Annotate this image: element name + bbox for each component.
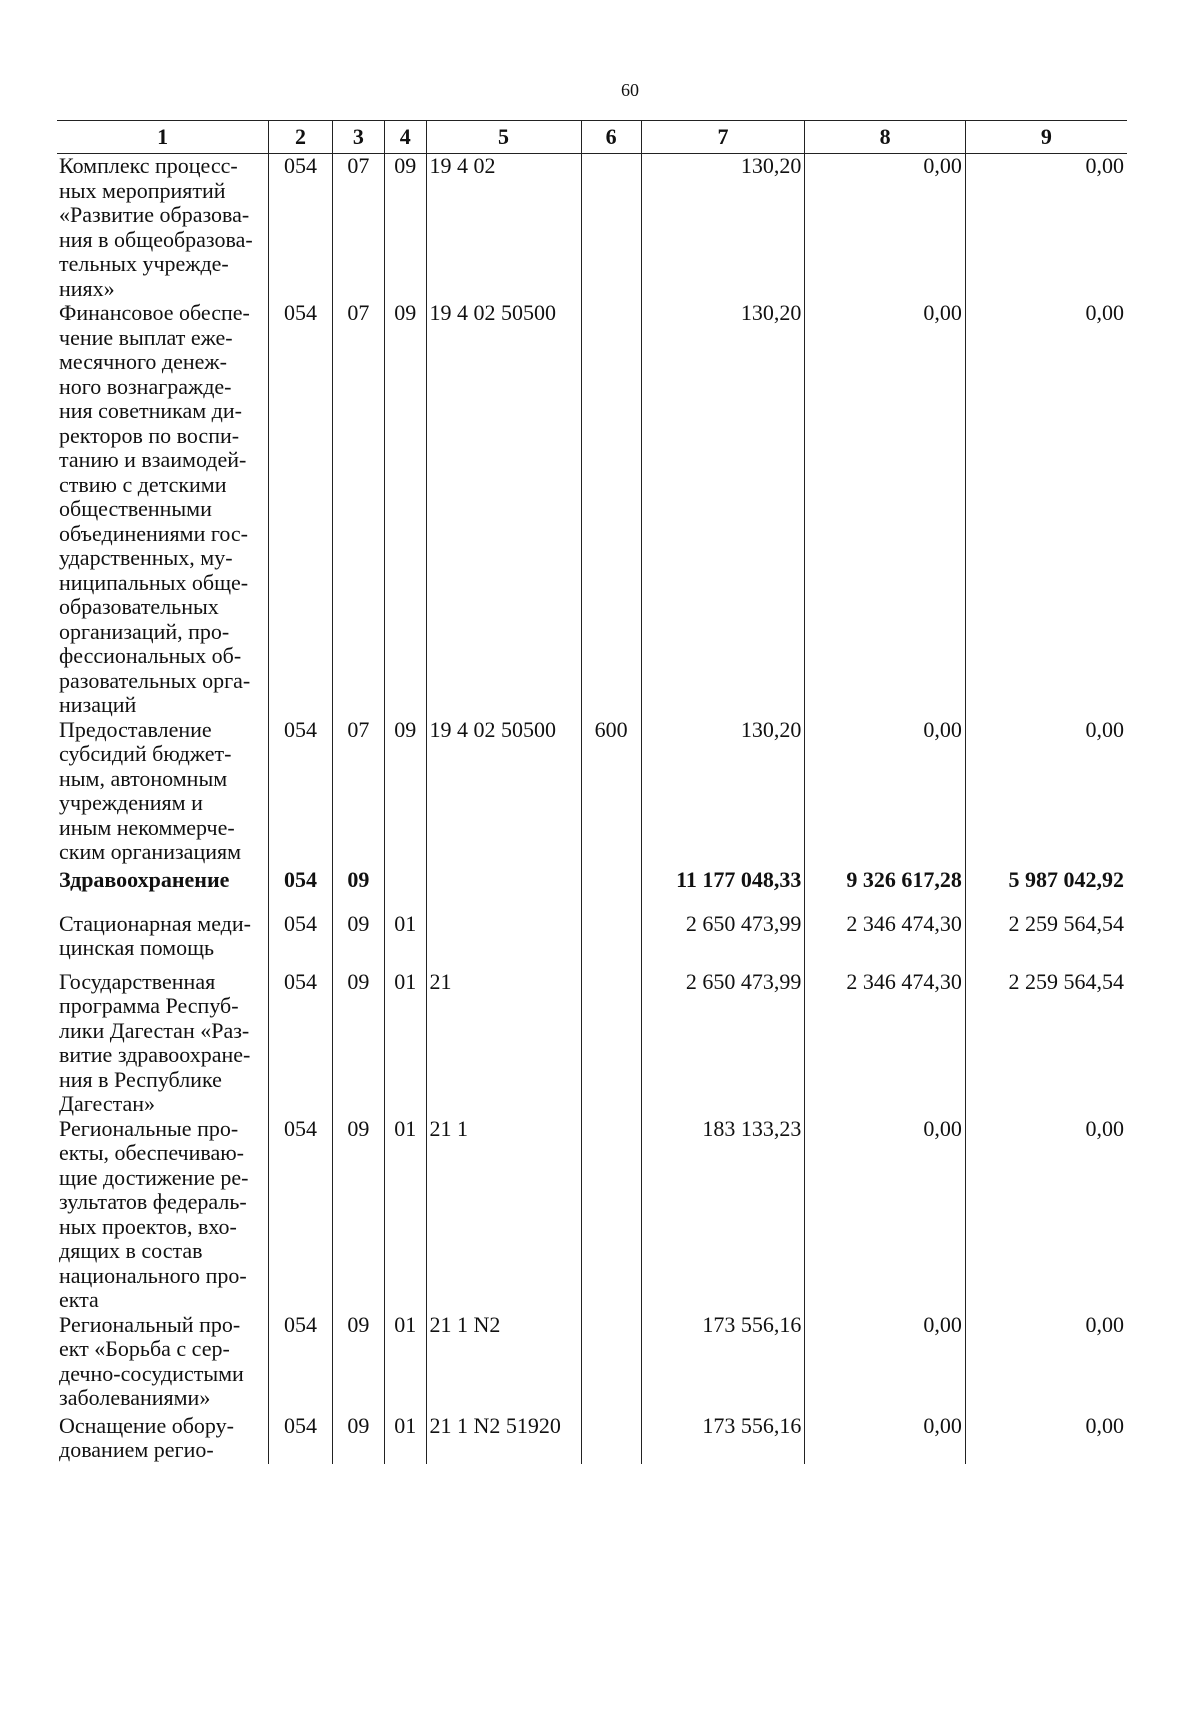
target-article-cell: 21 bbox=[426, 970, 581, 1117]
admin-code-cell: 054 bbox=[269, 1117, 332, 1313]
admin-code-cell: 054 bbox=[269, 868, 332, 912]
expense-type-cell: 600 bbox=[581, 718, 641, 868]
expense-type-cell bbox=[581, 868, 641, 912]
expense-type-cell bbox=[581, 1117, 641, 1313]
amount-col7-cell: 2 650 473,99 bbox=[641, 970, 805, 1117]
budget-table bbox=[57, 120, 1127, 1464]
amount-col9-cell: 2 259 564,54 bbox=[965, 912, 1127, 970]
section-code-cell: 07 bbox=[332, 718, 384, 868]
amount-col9-cell: 0,00 bbox=[965, 718, 1127, 868]
subsection-code-cell: 01 bbox=[385, 912, 426, 970]
table-row bbox=[57, 970, 1127, 1117]
admin-code-cell: 054 bbox=[269, 718, 332, 868]
expense-type-cell bbox=[581, 912, 641, 970]
section-code-cell: 09 bbox=[332, 1313, 384, 1414]
amount-col7-cell: 130,20 bbox=[641, 718, 805, 868]
section-code-cell: 09 bbox=[332, 970, 384, 1117]
column-header: 8 bbox=[805, 121, 966, 154]
admin-code-cell: 054 bbox=[269, 1313, 332, 1414]
table-row bbox=[57, 1313, 1127, 1414]
amount-col8-cell: 9 326 617,28 bbox=[805, 868, 966, 912]
amount-col7-cell: 130,20 bbox=[641, 154, 805, 302]
table-row bbox=[57, 1414, 1127, 1464]
section-code-cell: 09 bbox=[332, 1414, 384, 1464]
admin-code-cell: 054 bbox=[269, 301, 332, 718]
table-row bbox=[57, 1117, 1127, 1313]
table-row bbox=[57, 912, 1127, 970]
amount-col8-cell: 0,00 bbox=[805, 718, 966, 868]
page-number: 60 bbox=[621, 80, 639, 100]
amount-col7-cell: 173 556,16 bbox=[641, 1414, 805, 1464]
row-name-cell: Государственная программа Респуб- лики Дагестан «Раз- витие здравоохране- ния в Республике Дагестан» bbox=[59, 968, 251, 1116]
target-article-cell: 19 4 02 50500 bbox=[426, 718, 581, 868]
expense-type-cell bbox=[581, 301, 641, 718]
row-name-cell: Стационарная меди- цинская помощь bbox=[59, 910, 251, 960]
table-row bbox=[57, 718, 1127, 868]
amount-col9-cell: 0,00 bbox=[965, 154, 1127, 302]
row-name-cell: Предоставление субсидий бюджет- ным, автономным учреждениям и иным некоммерче- ским организациям bbox=[59, 716, 242, 864]
column-header: 9 bbox=[965, 121, 1127, 154]
table-row bbox=[57, 868, 1127, 912]
column-header: 6 bbox=[581, 121, 641, 154]
admin-code-cell: 054 bbox=[269, 912, 332, 970]
subsection-code-cell: 09 bbox=[385, 718, 426, 868]
column-header: 1 bbox=[57, 121, 269, 154]
table-body bbox=[57, 154, 1127, 1464]
amount-col7-cell: 173 556,16 bbox=[641, 1313, 805, 1414]
target-article-cell bbox=[426, 912, 581, 970]
column-header: 7 bbox=[641, 121, 805, 154]
subsection-code-cell: 09 bbox=[385, 301, 426, 718]
row-name-cell: Региональный про- ект «Борьба с сер- дечно-сосудистыми заболеваниями» bbox=[59, 1311, 244, 1410]
section-code-cell: 09 bbox=[332, 912, 384, 970]
table-row bbox=[57, 301, 1127, 718]
target-article-cell: 21 1 bbox=[426, 1117, 581, 1313]
amount-col8-cell: 0,00 bbox=[805, 301, 966, 718]
amount-col8-cell: 0,00 bbox=[805, 1313, 966, 1414]
amount-col9-cell: 5 987 042,92 bbox=[965, 868, 1127, 912]
column-header: 5 bbox=[426, 121, 581, 154]
target-article-cell: 19 4 02 bbox=[426, 154, 581, 302]
amount-col9-cell: 0,00 bbox=[965, 1117, 1127, 1313]
amount-col7-cell: 183 133,23 bbox=[641, 1117, 805, 1313]
amount-col7-cell: 2 650 473,99 bbox=[641, 912, 805, 970]
admin-code-cell: 054 bbox=[269, 154, 332, 302]
section-code-cell: 09 bbox=[332, 868, 384, 912]
amount-col7-cell: 130,20 bbox=[641, 301, 805, 718]
admin-code-cell: 054 bbox=[269, 1414, 332, 1464]
column-header: 3 bbox=[332, 121, 384, 154]
amount-col8-cell: 0,00 bbox=[805, 1414, 966, 1464]
expense-type-cell bbox=[581, 1313, 641, 1414]
section-code-cell: 07 bbox=[332, 301, 384, 718]
target-article-cell bbox=[426, 868, 581, 912]
row-name-cell: Финансовое обеспе- чение выплат еже- месячного денеж- ного вознагражде- ния советникам ди- ректоров по воспи- танию и взаимодей- ствию с детскими общественными объединениями гос- ударственных, му- ниципальных обще- образовательных организаций, про- фессиональных об- разовательных орга- низаций bbox=[59, 300, 251, 717]
subsection-code-cell: 01 bbox=[385, 1313, 426, 1414]
expense-type-cell bbox=[581, 154, 641, 302]
column-header: 4 bbox=[385, 121, 426, 154]
row-name-cell: Региональные про- екты, обеспечиваю- щие достижение ре- зультатов федераль- ных проектов, вхо- дящих в состав национального про- екта bbox=[59, 1115, 249, 1312]
target-article-cell: 21 1 N2 51920 bbox=[426, 1414, 581, 1464]
target-article-cell: 21 1 N2 bbox=[426, 1313, 581, 1414]
subsection-code-cell: 01 bbox=[385, 1414, 426, 1464]
amount-col8-cell: 0,00 bbox=[805, 1117, 966, 1313]
row-name-cell: Здравоохранение bbox=[59, 866, 230, 892]
admin-code-cell: 054 bbox=[269, 970, 332, 1117]
row-name-cell: Оснащение обору- дованием регио- bbox=[59, 1412, 234, 1462]
table-header-row bbox=[57, 121, 1127, 154]
amount-col8-cell: 0,00 bbox=[805, 154, 966, 302]
amount-col8-cell: 2 346 474,30 bbox=[805, 970, 966, 1117]
amount-col9-cell: 2 259 564,54 bbox=[965, 970, 1127, 1117]
amount-col9-cell: 0,00 bbox=[965, 301, 1127, 718]
amount-col9-cell: 0,00 bbox=[965, 1414, 1127, 1464]
section-code-cell: 09 bbox=[332, 1117, 384, 1313]
subsection-code-cell: 01 bbox=[385, 970, 426, 1117]
subsection-code-cell: 01 bbox=[385, 1117, 426, 1313]
table-row bbox=[57, 154, 1127, 302]
target-article-cell: 19 4 02 50500 bbox=[426, 301, 581, 718]
subsection-code-cell bbox=[385, 868, 426, 912]
subsection-code-cell: 09 bbox=[385, 154, 426, 302]
column-header: 2 bbox=[269, 121, 332, 154]
expense-type-cell bbox=[581, 1414, 641, 1464]
section-code-cell: 07 bbox=[332, 154, 384, 302]
amount-col9-cell: 0,00 bbox=[965, 1313, 1127, 1414]
amount-col7-cell: 11 177 048,33 bbox=[641, 868, 805, 912]
row-name-cell: Комплекс процесс- ных мероприятий «Развитие образова- ния в общеобразова- тельных учрежде- ниях» bbox=[59, 153, 253, 301]
expense-type-cell bbox=[581, 970, 641, 1117]
amount-col8-cell: 2 346 474,30 bbox=[805, 912, 966, 970]
